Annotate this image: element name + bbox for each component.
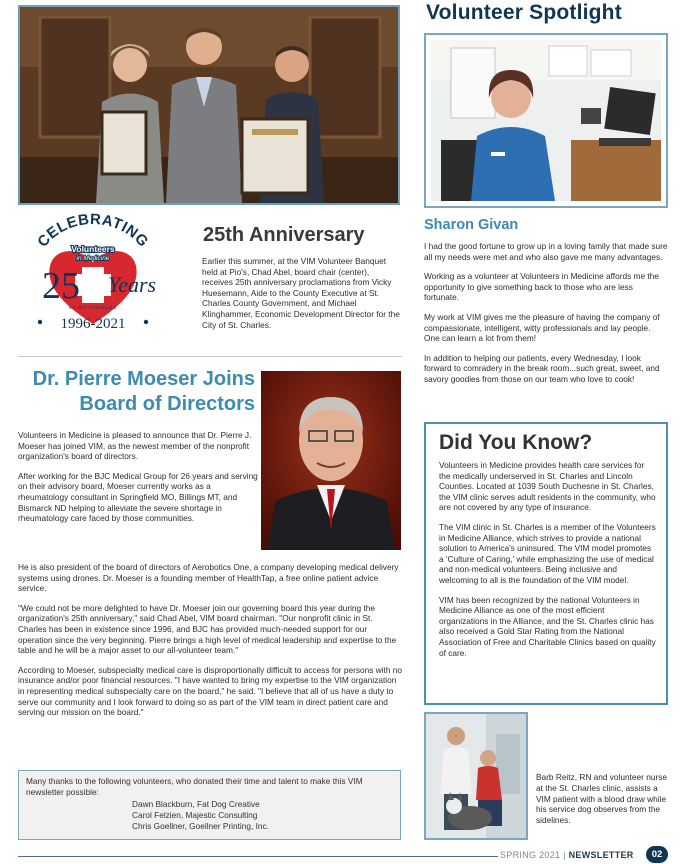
did-you-know-paragraph: VIM has been recognized by the national Volunteers in Medicine Alliance as one of the most efficient organizations in the Alliance, and the St. Charles clinic has also received a Gold Star Rating from the National Association of Free and Charitable Clinics based on quality of care. [439,594,656,658]
logo-years-range: 1996-2021 [60,316,126,332]
thanks-intro: Many thanks to the following volunteers, who donated their time and talent to make this VIM newsletter possible: [26,776,363,797]
moeser-body-wide [18,562,402,727]
moeser-body-narrow [18,430,258,533]
footer-separator: | [563,850,566,860]
anniversary-title: 25th Anniversary [203,224,365,246]
service-dog-photo [424,712,528,840]
footer-season: SPRING 2021 [500,850,561,860]
spotlight-paragraph: I had the good fortune to grow up in a loving family that made sure all my needs were met and who also gave me many advantages. [424,241,668,262]
celebrating-25-years-logo [22,212,164,336]
moeser-portrait-illustration [261,371,401,550]
moeser-portrait [261,371,401,550]
thanks-name: Carol Felzien, Majestic Consulting [132,810,258,820]
moeser-paragraph: "We could not be more delighted to have Dr. Moeser join our governing board this year during the organization's 25th anniversary," said Chad Abel, VIM board chairman. "Our nonprofit clinic in St. Charles has been in existence since 1996, and BJC has provided much-needed support for our operation since the very beginning. Pierre brings a high level of medical leadership and expertise to the table and he will be a major asset to our all-volunteer team." [18,602,397,656]
moeser-headline [15,367,255,417]
footer-rule [18,856,498,857]
thanks-box [18,770,401,840]
did-you-know-paragraph: The VIM clinic in St. Charles is a member of the Volunteers in Medicine Alliance, which strives to provide a national solution to America's uninsured. The VIM model promotes a 'Culture of Caring,' while emphasizing the use of medical and non-medical volunteers. Being inclusive and welcoming to all is the foundation of the VIM model. [439,521,656,585]
sharon-photo [424,33,668,208]
moeser-headline-line1: Dr. Pierre Moeser Joins [32,368,255,390]
spotlight-body [424,241,668,394]
logo-org-line1: Volunteers [71,244,115,254]
moeser-paragraph: He is also president of the board of directors of Aerobotics One, a company developing medical delivery systems using drones. Dr. Moeser is a founding member of HealthTap, a free online patient advice service. [18,562,399,594]
logo-years: Years [108,272,157,297]
page-number-badge: 02 [646,846,668,863]
service-dog-photo-illustration [426,714,526,838]
spotlight-name: Sharon Givan [424,217,519,233]
celebrating-logo-graphic [22,212,164,336]
sharon-photo-illustration [431,40,661,201]
banquet-photo [18,5,400,205]
section-divider [18,356,402,357]
did-you-know-body [439,460,656,658]
thanks-names [132,799,393,832]
did-you-know-box [424,422,668,705]
moeser-paragraph: According to Moeser, subspecialty medical care is disproportionally difficult to access for persons with no insurance and/or poor financial resources. "I have wanted to bring my expertise to the VIM organization in representing medical subspecialty care on the board," he said. "I believe that all of us have a duty to serve our community and I look forward to doing so as part of the VIM team in direct patient care and serving our mission on the board." [18,664,402,718]
spotlight-paragraph: In addition to helping our patients, every Wednesday, I look forward to comradery in the break room...such great, sweet, and savory goodies from those on our team who love to cook! [424,352,660,384]
footer-text [500,850,634,860]
logo-saint-charles: SAINT CHARLES [68,305,118,310]
spotlight-title: Volunteer Spotlight [426,1,622,24]
anniversary-text: Earlier this summer, at the VIM Volunteer Banquet held at Pio's, Chad Abel, board chair (center), receives 25th anniversary proclamations from Vicky Huesemann, Aide to the County Executive at St. Charles County Government, and Michael Klinghammer, Economic Development Director for the City of St. Charles. [202,256,400,330]
logo-celebrating-text: CELEBRATING [34,212,152,251]
moeser-paragraph: After working for the BJC Medical Group for 26 years and serving on their advisory board, Moeser currently works as a rheumatology consultant in Springfield MO, Billings MT, and Bismarck ND helping to alleviate the severe shortage in rheumatology care faced by those communities. [18,470,258,524]
spotlight-paragraph: My work at VIM gives me the pleasure of having the company of compassionate, intelligent, witty professionals and lay people. One can learn a lot from them! [424,311,660,344]
banquet-photo-illustration [20,7,398,203]
moeser-headline-line2: Board of Directors [79,393,255,415]
spotlight-paragraph: Working as a volunteer at Volunteers in Medicine affords me the opportunity to give something back to those who are less fortunate. [424,271,659,303]
footer-label: NEWSLETTER [568,850,634,860]
service-dog-caption: Barb Reitz, RN and volunteer nurse at the St. Charles clinic, assists a VIM patient with a blood draw while his service dog observes from the sidelines. [536,772,667,826]
thanks-name: Dawn Blackburn, Fat Dog Creative [132,799,260,809]
moeser-paragraph: Volunteers in Medicine is pleased to announce that Dr. Pierre J. Moeser has joined VIM, as the newest member of the nonprofit organization's board of directors. [18,430,252,462]
did-you-know-paragraph: Volunteers in Medicine provides health care services for the medically underserved in St. Charles and Lincoln Counties. Located at 1039 South Duchesne in St. Charles, the VIM clinic serves adult residents in the community, who are not covered by any type of insurance. [439,460,656,513]
thanks-name: Chris Goellner, Goellner Printing, Inc. [132,821,269,831]
logo-number: 25 [42,265,80,307]
did-you-know-title: Did You Know? [439,431,593,454]
logo-org-line2: in Medicine [76,255,110,262]
